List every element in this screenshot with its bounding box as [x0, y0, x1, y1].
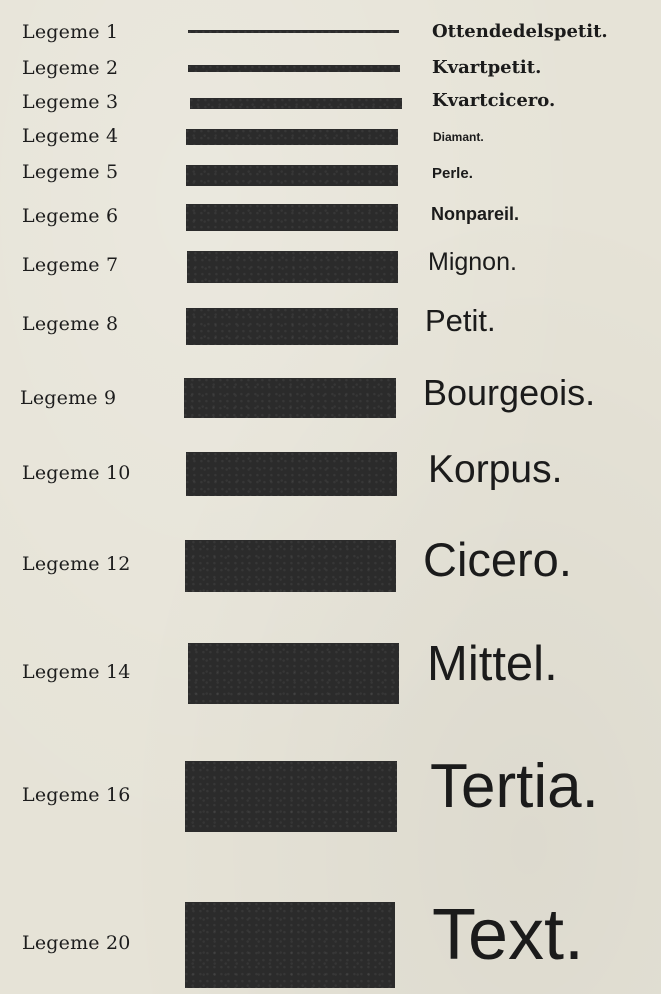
specimen-row-3 — [0, 88, 661, 116]
type-body-bar — [186, 452, 397, 496]
type-size-name: Ottendedelspetit. — [432, 21, 608, 42]
type-size-name: Petit. — [425, 303, 496, 338]
type-body-bar — [188, 30, 399, 33]
type-body-bar — [185, 761, 397, 832]
type-body-bar — [190, 98, 402, 109]
specimen-row-14 — [0, 636, 661, 712]
type-body-bar — [186, 204, 398, 231]
type-size-name: Tertia. — [430, 752, 599, 821]
row-label: Legeme 1 — [22, 21, 119, 43]
row-label: Legeme 8 — [22, 313, 119, 335]
type-size-name: Nonpareil. — [431, 204, 520, 224]
row-label: Legeme 20 — [22, 932, 131, 954]
row-label: Legeme 16 — [22, 784, 131, 806]
type-size-name: Kvartpetit. — [432, 57, 542, 78]
row-label: Legeme 12 — [22, 553, 131, 575]
row-label: Legeme 3 — [22, 91, 119, 113]
type-body-bar — [188, 643, 399, 704]
specimen-row-4 — [0, 124, 661, 152]
row-label: Legeme 2 — [22, 57, 119, 79]
type-body-bar — [186, 165, 398, 186]
specimen-row-5 — [0, 160, 661, 192]
row-label: Legeme 5 — [22, 161, 119, 183]
specimen-row-7 — [0, 248, 661, 286]
type-body-bar — [188, 65, 400, 72]
type-body-bar — [185, 540, 396, 592]
type-size-name: Diamant. — [433, 130, 484, 144]
type-size-name: Korpus. — [428, 448, 563, 491]
specimen-row-2 — [0, 54, 661, 82]
row-label: Legeme 9 — [20, 387, 117, 409]
type-size-name: Cicero. — [423, 533, 572, 586]
specimen-row-1 — [0, 17, 661, 47]
type-size-name: Mittel. — [427, 637, 558, 691]
specimen-row-20 — [0, 890, 661, 994]
type-size-name: Text. — [432, 895, 585, 975]
row-label: Legeme 14 — [22, 661, 131, 683]
type-size-name: Kvartcicero. — [432, 90, 556, 111]
row-label: Legeme 7 — [22, 254, 119, 276]
type-body-bar — [184, 378, 396, 418]
row-label: Legeme 4 — [22, 125, 119, 147]
type-body-bar — [186, 129, 398, 145]
type-body-bar — [186, 308, 398, 345]
type-size-name: Perle. — [432, 165, 473, 182]
type-body-bar — [187, 251, 398, 283]
specimen-row-8 — [0, 305, 661, 349]
specimen-row-10 — [0, 446, 661, 502]
specimen-row-6 — [0, 200, 661, 236]
row-label: Legeme 10 — [22, 462, 131, 484]
specimen-row-16 — [0, 750, 661, 840]
type-body-bar — [185, 902, 395, 988]
specimen-row-9 — [0, 370, 661, 422]
type-size-name: Bourgeois. — [423, 372, 596, 413]
specimen-row-12 — [0, 532, 661, 598]
type-size-name: Mignon. — [428, 248, 517, 276]
row-label: Legeme 6 — [22, 205, 119, 227]
